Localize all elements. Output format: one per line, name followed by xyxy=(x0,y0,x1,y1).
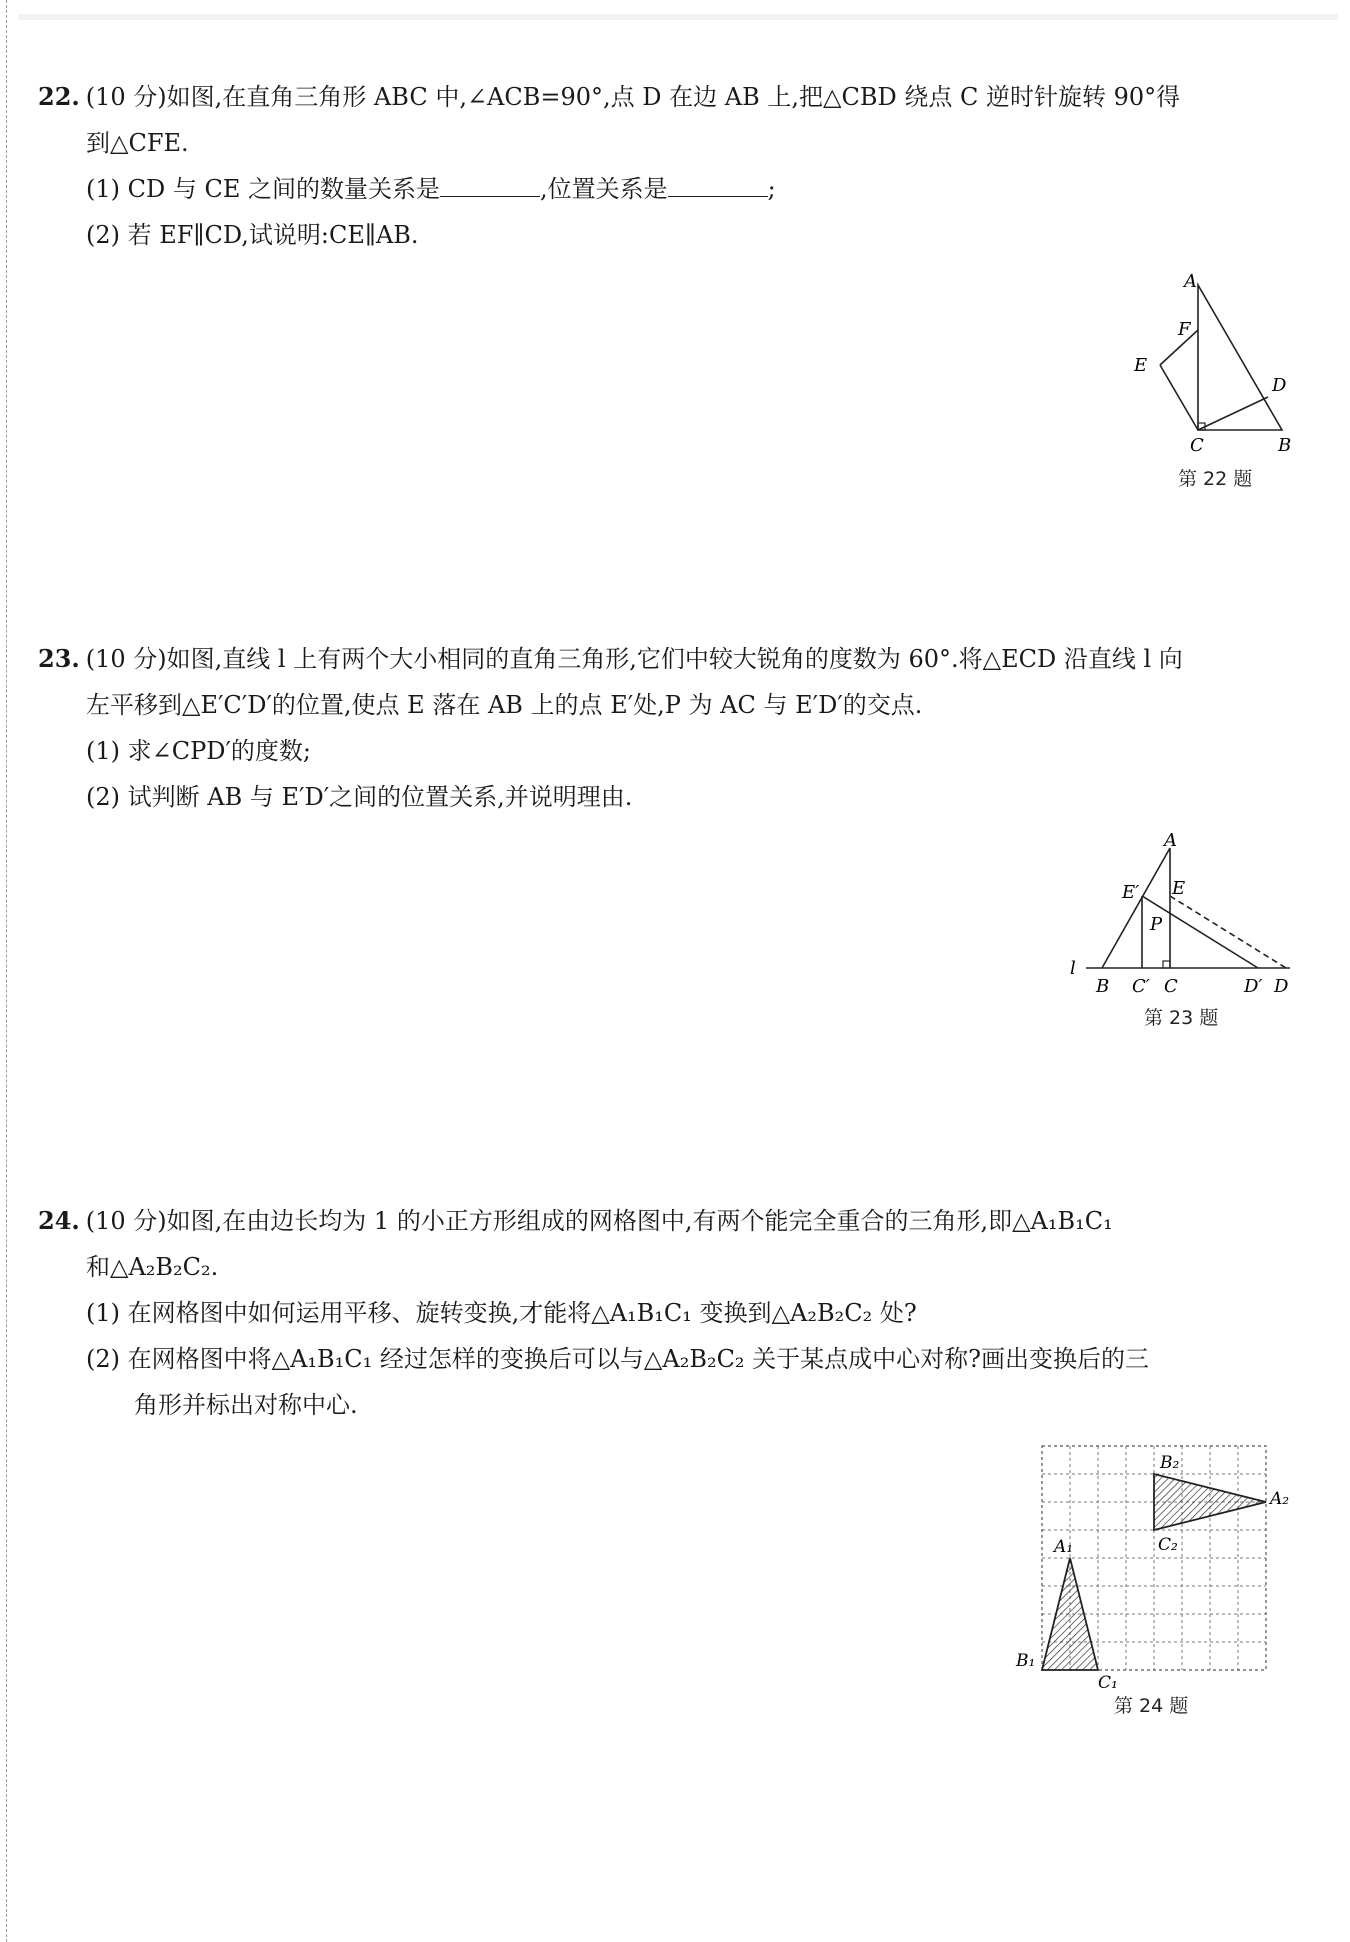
figure-24 xyxy=(1010,1438,1310,1718)
label-e: E xyxy=(1172,878,1186,899)
label-b: B xyxy=(1096,976,1110,997)
q22-blank-2[interactable] xyxy=(668,172,768,197)
q22-number: 22. xyxy=(38,82,80,111)
label-a: A xyxy=(1164,830,1177,851)
q22-blank-1[interactable] xyxy=(440,172,540,197)
label-c1: C₁ xyxy=(1098,1673,1118,1693)
q22-stem-line2: 到△CFE. xyxy=(86,129,189,157)
q24-part2-line2: 角形并标出对称中心. xyxy=(134,1391,358,1419)
q24-stem-line2: 和△A₂B₂C₂. xyxy=(86,1253,219,1281)
question-24 xyxy=(38,1198,1308,1428)
q24-part2-line1: (2) 在网格图中将△A₁B₁C₁ 经过怎样的变换后可以与△A₂B₂C₂ 关于某点成中心对称?画出变换后的三 xyxy=(86,1345,1150,1373)
label-d: D xyxy=(1272,375,1287,396)
q22-part1-text-b: ,位置关系是 xyxy=(540,175,668,203)
figure-22-caption: 第 22 题 xyxy=(1178,468,1253,490)
q23-part1: (1) 求∠CPD′的度数; xyxy=(86,737,312,765)
label-b: B xyxy=(1278,435,1292,456)
question-22 xyxy=(38,74,1308,258)
right-angle-mark xyxy=(1163,961,1170,968)
segment-cd xyxy=(1198,397,1268,430)
page-margin-dashed-line xyxy=(6,0,7,1942)
q24-number: 24. xyxy=(38,1206,80,1235)
figure-23-caption: 第 23 题 xyxy=(1144,1007,1219,1029)
label-c-prime: C′ xyxy=(1132,976,1150,997)
figure-23 xyxy=(1060,830,1300,1040)
label-a2: A₂ xyxy=(1270,1489,1290,1509)
segment-ce xyxy=(1160,365,1198,430)
triangle-abc xyxy=(1198,285,1282,430)
label-l: l xyxy=(1070,958,1076,979)
q22-part2: (2) 若 EF∥CD,试说明:CE∥AB. xyxy=(86,221,419,249)
q23-part2: (2) 试判断 AB 与 E′D′之间的位置关系,并说明理由. xyxy=(86,783,633,811)
q23-stem-line1 xyxy=(38,636,1308,682)
label-e-prime: E′ xyxy=(1122,882,1140,903)
q22-part1 xyxy=(38,166,1308,212)
figure-22 xyxy=(1110,265,1330,505)
page-top-shade xyxy=(18,14,1338,20)
label-c2: C₂ xyxy=(1158,1535,1178,1555)
q22-stem-text: (10 分)如图,在直角三角形 ABC 中,∠ACB=90°,点 D 在边 AB 上,把△CBD 绕点 C 逆时针旋转 90°得 xyxy=(85,83,1181,111)
q22-stem-line1 xyxy=(38,74,1308,120)
label-d-prime: D′ xyxy=(1244,976,1263,997)
label-a: A xyxy=(1184,271,1197,292)
q22-part1-text-a: (1) CD 与 CE 之间的数量关系是 xyxy=(86,175,440,203)
label-b1: B₁ xyxy=(1016,1651,1036,1671)
q24-stem-line1 xyxy=(38,1198,1308,1244)
figure-24-caption: 第 24 题 xyxy=(1114,1695,1189,1717)
segment-ab xyxy=(1102,848,1170,968)
label-c: C xyxy=(1190,435,1204,456)
label-a1: A₁ xyxy=(1054,1537,1074,1557)
q23-number: 23. xyxy=(38,644,80,673)
q22-part1-text-c: ; xyxy=(767,175,776,203)
label-c: C xyxy=(1164,976,1178,997)
label-e: E xyxy=(1134,355,1148,376)
q23-stem-line2: 左平移到△E′C′D′的位置,使点 E 落在 AB 上的点 E′处,P 为 AC 与 E′D′的交点. xyxy=(86,691,923,719)
label-d: D xyxy=(1274,976,1289,997)
segment-ed-dashed xyxy=(1170,896,1286,968)
q23-stem-text: (10 分)如图,直线 l 上有两个大小相同的直角三角形,它们中较大锐角的度数为 60°.将△ECD 沿直线 l 向 xyxy=(85,645,1183,673)
label-f: F xyxy=(1178,319,1191,340)
label-b2: B₂ xyxy=(1160,1453,1180,1473)
question-23 xyxy=(38,636,1308,820)
q24-stem-text: (10 分)如图,在由边长均为 1 的小正方形组成的网格图中,有两个能完全重合的三角形,即△A₁B₁C₁ xyxy=(85,1207,1113,1235)
q24-part1: (1) 在网格图中如何运用平移、旋转变换,才能将△A₁B₁C₁ 变换到△A₂B₂C₂ 处? xyxy=(86,1299,917,1327)
label-p: P xyxy=(1150,914,1163,935)
